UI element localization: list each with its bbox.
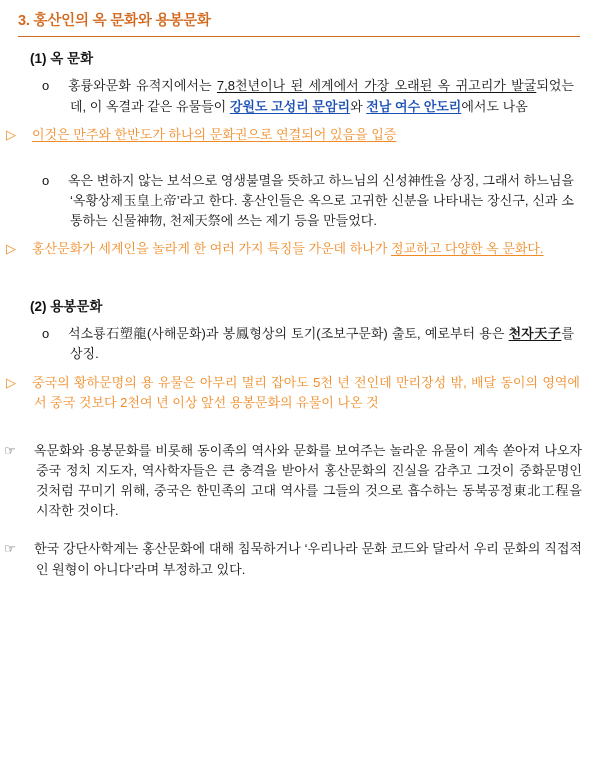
page-title: 3. 홍산인의 옥 문화와 용봉문화 [18, 10, 580, 37]
spacer [0, 145, 600, 165]
bullet-text-part: 석소룡石塑龍(사해문화)과 봉鳳형상의 토기(조보구문화) 출토, 예로부터 용은 [68, 326, 509, 342]
pointer-text: 옥문화와 용봉문화를 비롯해 동이족의 역사와 문화를 보여주는 놀라운 유물이 계속 쏟아져 나오자 중국 정치 지도자, 역사학자들은 큰 충격을 받아서 홍산문화의 진실을 감추고 그것이 중화문명인 것처럼 꾸미기 위해, 중국은 한민족의 고대 역사를 그들의 것으로 흡수하는 동북공정東北工程을 시작한 것이다. [34, 442, 582, 519]
section-heading-ok-munhwa: (1) 옥 문화 [30, 51, 94, 67]
spacer [0, 259, 600, 285]
triangle-right-icon: ▷ [6, 241, 16, 257]
pointing-hand-icon: ☞ [4, 442, 16, 458]
note-text-part-underline: 정교하고 다양한 옥 문화다. [391, 241, 544, 257]
bullet-item [42, 324, 574, 364]
note-text: 중국의 황하문명의 용 유물은 아무리 멀리 잡아도 5천 년 전인데 만리장성 밖, 배달 동이의 영역에서 중국 것보다 2천여 년 이상 앞선 용봉문화의 유물이 나온 것 [32, 374, 580, 410]
bullet-text: 옥은 변하지 않는 보석으로 영생불멸을 뜻하고 하느님의 신성神性을 상징, 그래서 하느님을 ‘옥황상제玉皇上帝’라고 한다. 홍산인들은 옥으로 고귀한 신분을 나타내는 장신구, 신과 소통하는 신물神物, 천제天祭에 쓰는 제기 등을 만들었다. [68, 172, 574, 229]
bullet-text-part: 되었는데, 이 옥결과 같은 유물들이 [70, 78, 574, 114]
note-text-part: 홍산문화가 세계인을 놀라게 한 여러 가지 특징들 가운데 하나가 [32, 241, 392, 257]
pointer-paragraph [4, 539, 582, 579]
bullet-item [42, 171, 574, 231]
document-page [0, 10, 600, 784]
bullet-text-part-underline: 천자天子 [508, 326, 562, 342]
triangle-right-icon: ▷ [6, 126, 16, 142]
bullet-marker: o [42, 172, 50, 188]
pointing-hand-icon: ☞ [4, 541, 16, 557]
pointer-text: 한국 강단사학계는 홍산문화에 대해 침묵하거나 ‘우리나라 문화 코드와 달라서 우리 문화의 직접적인 원형이 아니다’라며 부정하고 있다. [34, 541, 582, 577]
bullet-text-part: 를 상징. [70, 326, 574, 362]
note-text: 이것은 만주와 한반도가 하나의 문화권으로 연결되어 있음을 입증 [32, 126, 397, 142]
triangle-right-icon: ▷ [6, 374, 16, 390]
bullet-text-part: 홍륭와문화 유적지에서는 [68, 78, 217, 94]
pointer-paragraph [4, 441, 582, 522]
bullet-text-part-underline: 7,8천년이나 된 세계에서 가장 오래된 옥 귀고리가 발굴 [216, 78, 537, 94]
bullet-marker: o [42, 78, 50, 94]
bullet-item [42, 76, 574, 116]
spacer [0, 413, 600, 423]
bullet-marker: o [42, 326, 50, 342]
note-line [6, 239, 580, 259]
note-line [6, 373, 580, 413]
bullet-text-part-highlight: 강원도 고성리 문암리 [229, 98, 351, 114]
bullet-text-part: 에서도 나옴 [461, 98, 528, 114]
section-heading-yongbong-munhwa: (2) 용봉문화 [30, 299, 103, 315]
bullet-text-part-highlight: 전남 여수 안도리 [366, 98, 462, 114]
bullet-text-part: 와 [350, 98, 367, 114]
note-line [6, 125, 580, 145]
